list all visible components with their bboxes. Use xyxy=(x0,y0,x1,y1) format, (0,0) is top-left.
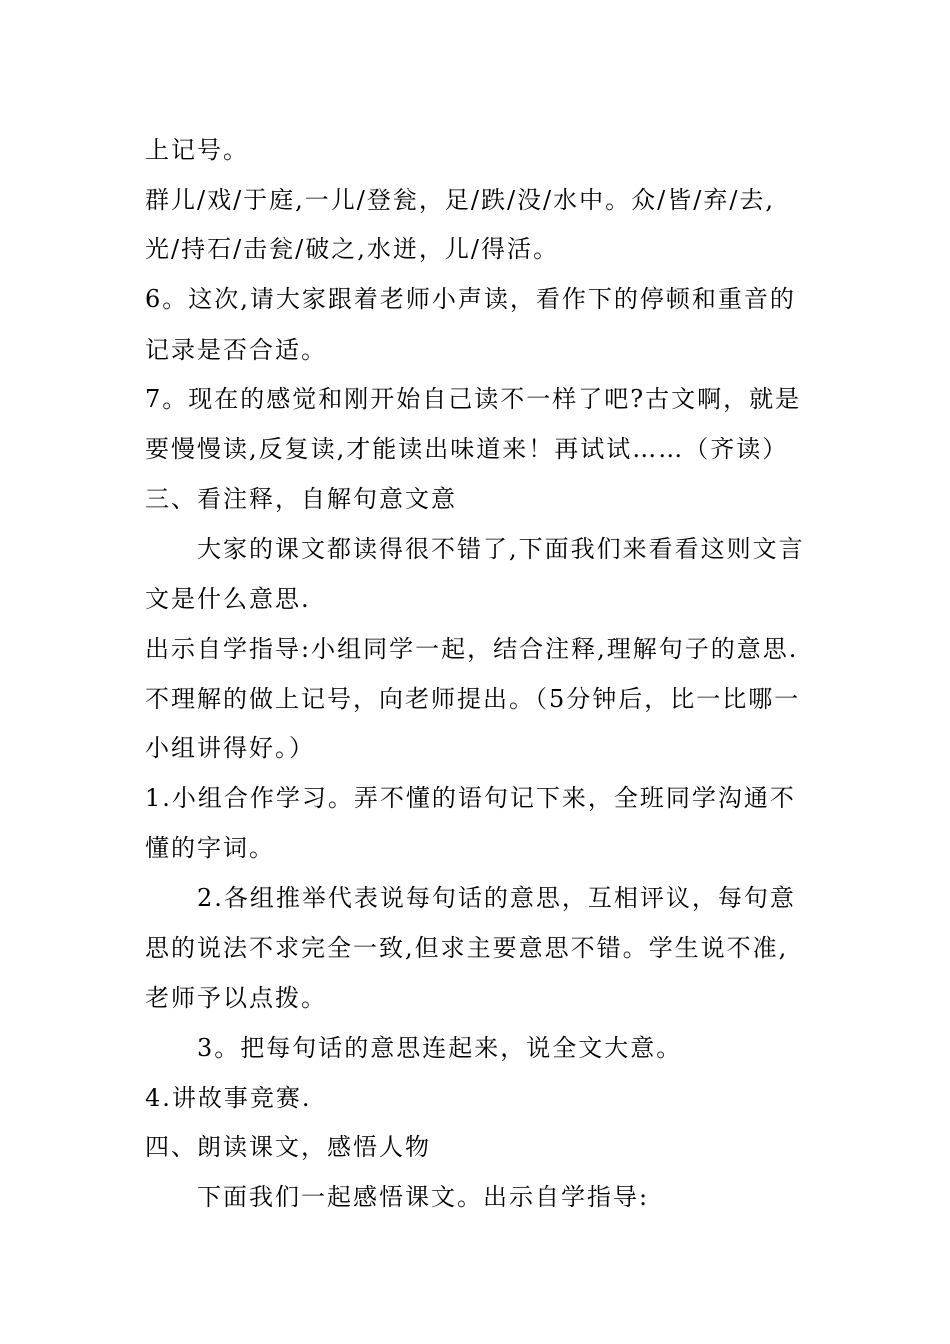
text-line: 小组讲得好。） xyxy=(145,734,315,762)
text-line: 光/持石/击瓮/破之,水迸，儿/得活。 xyxy=(145,235,559,263)
text-line: 上记号。 xyxy=(145,136,249,164)
text-line: 记录是否合适。 xyxy=(145,336,327,364)
text-line: 7。现在的感觉和刚开始自己读不一样了吧?古文啊，就是 xyxy=(145,385,802,413)
text-line: 要慢慢读,反复读,才能读出味道来！再试试……（齐读） xyxy=(145,435,789,463)
text-line: 6。这次,请大家跟着老师小声读，看作下的停顿和重音的 xyxy=(145,285,796,313)
text-line: 4.讲故事竞赛. xyxy=(145,1084,312,1112)
text-line: 思的说法不求完全一致,但求主要意思不错。学生说不准, xyxy=(145,934,789,962)
text-line: 懂的字词。 xyxy=(145,834,275,862)
text-line: 群儿/戏/于庭,一儿/登瓮，足/跌/没/水中。众/皆/弃/去, xyxy=(145,186,776,214)
text-line: 文是什么意思. xyxy=(145,585,311,613)
section-heading: 四、朗读课文，感悟人物 xyxy=(145,1133,431,1161)
text-line: 3。把每句话的意思连起来，说全文大意。 xyxy=(197,1034,683,1062)
text-line: 老师予以点拨。 xyxy=(145,984,327,1012)
text-line: 下面我们一起感悟课文。出示自学指导: xyxy=(197,1183,650,1211)
text-line: 1.小组合作学习。弄不懂的语句记下来，全班同学沟通不 xyxy=(145,784,796,812)
text-line: 不理解的做上记号，向老师提出。（5分钟后，比一比哪一 xyxy=(145,685,801,713)
text-line: 2.各组推举代表说每句话的意思，互相评议，每句意 xyxy=(197,884,796,912)
text-line: 出示自学指导:小组同学一起，结合注释,理解句子的意思. xyxy=(145,635,799,663)
text-line: 大家的课文都读得很不错了,下面我们来看看这则文言 xyxy=(197,535,805,563)
section-heading: 三、看注释，自解句意文意 xyxy=(145,485,457,513)
